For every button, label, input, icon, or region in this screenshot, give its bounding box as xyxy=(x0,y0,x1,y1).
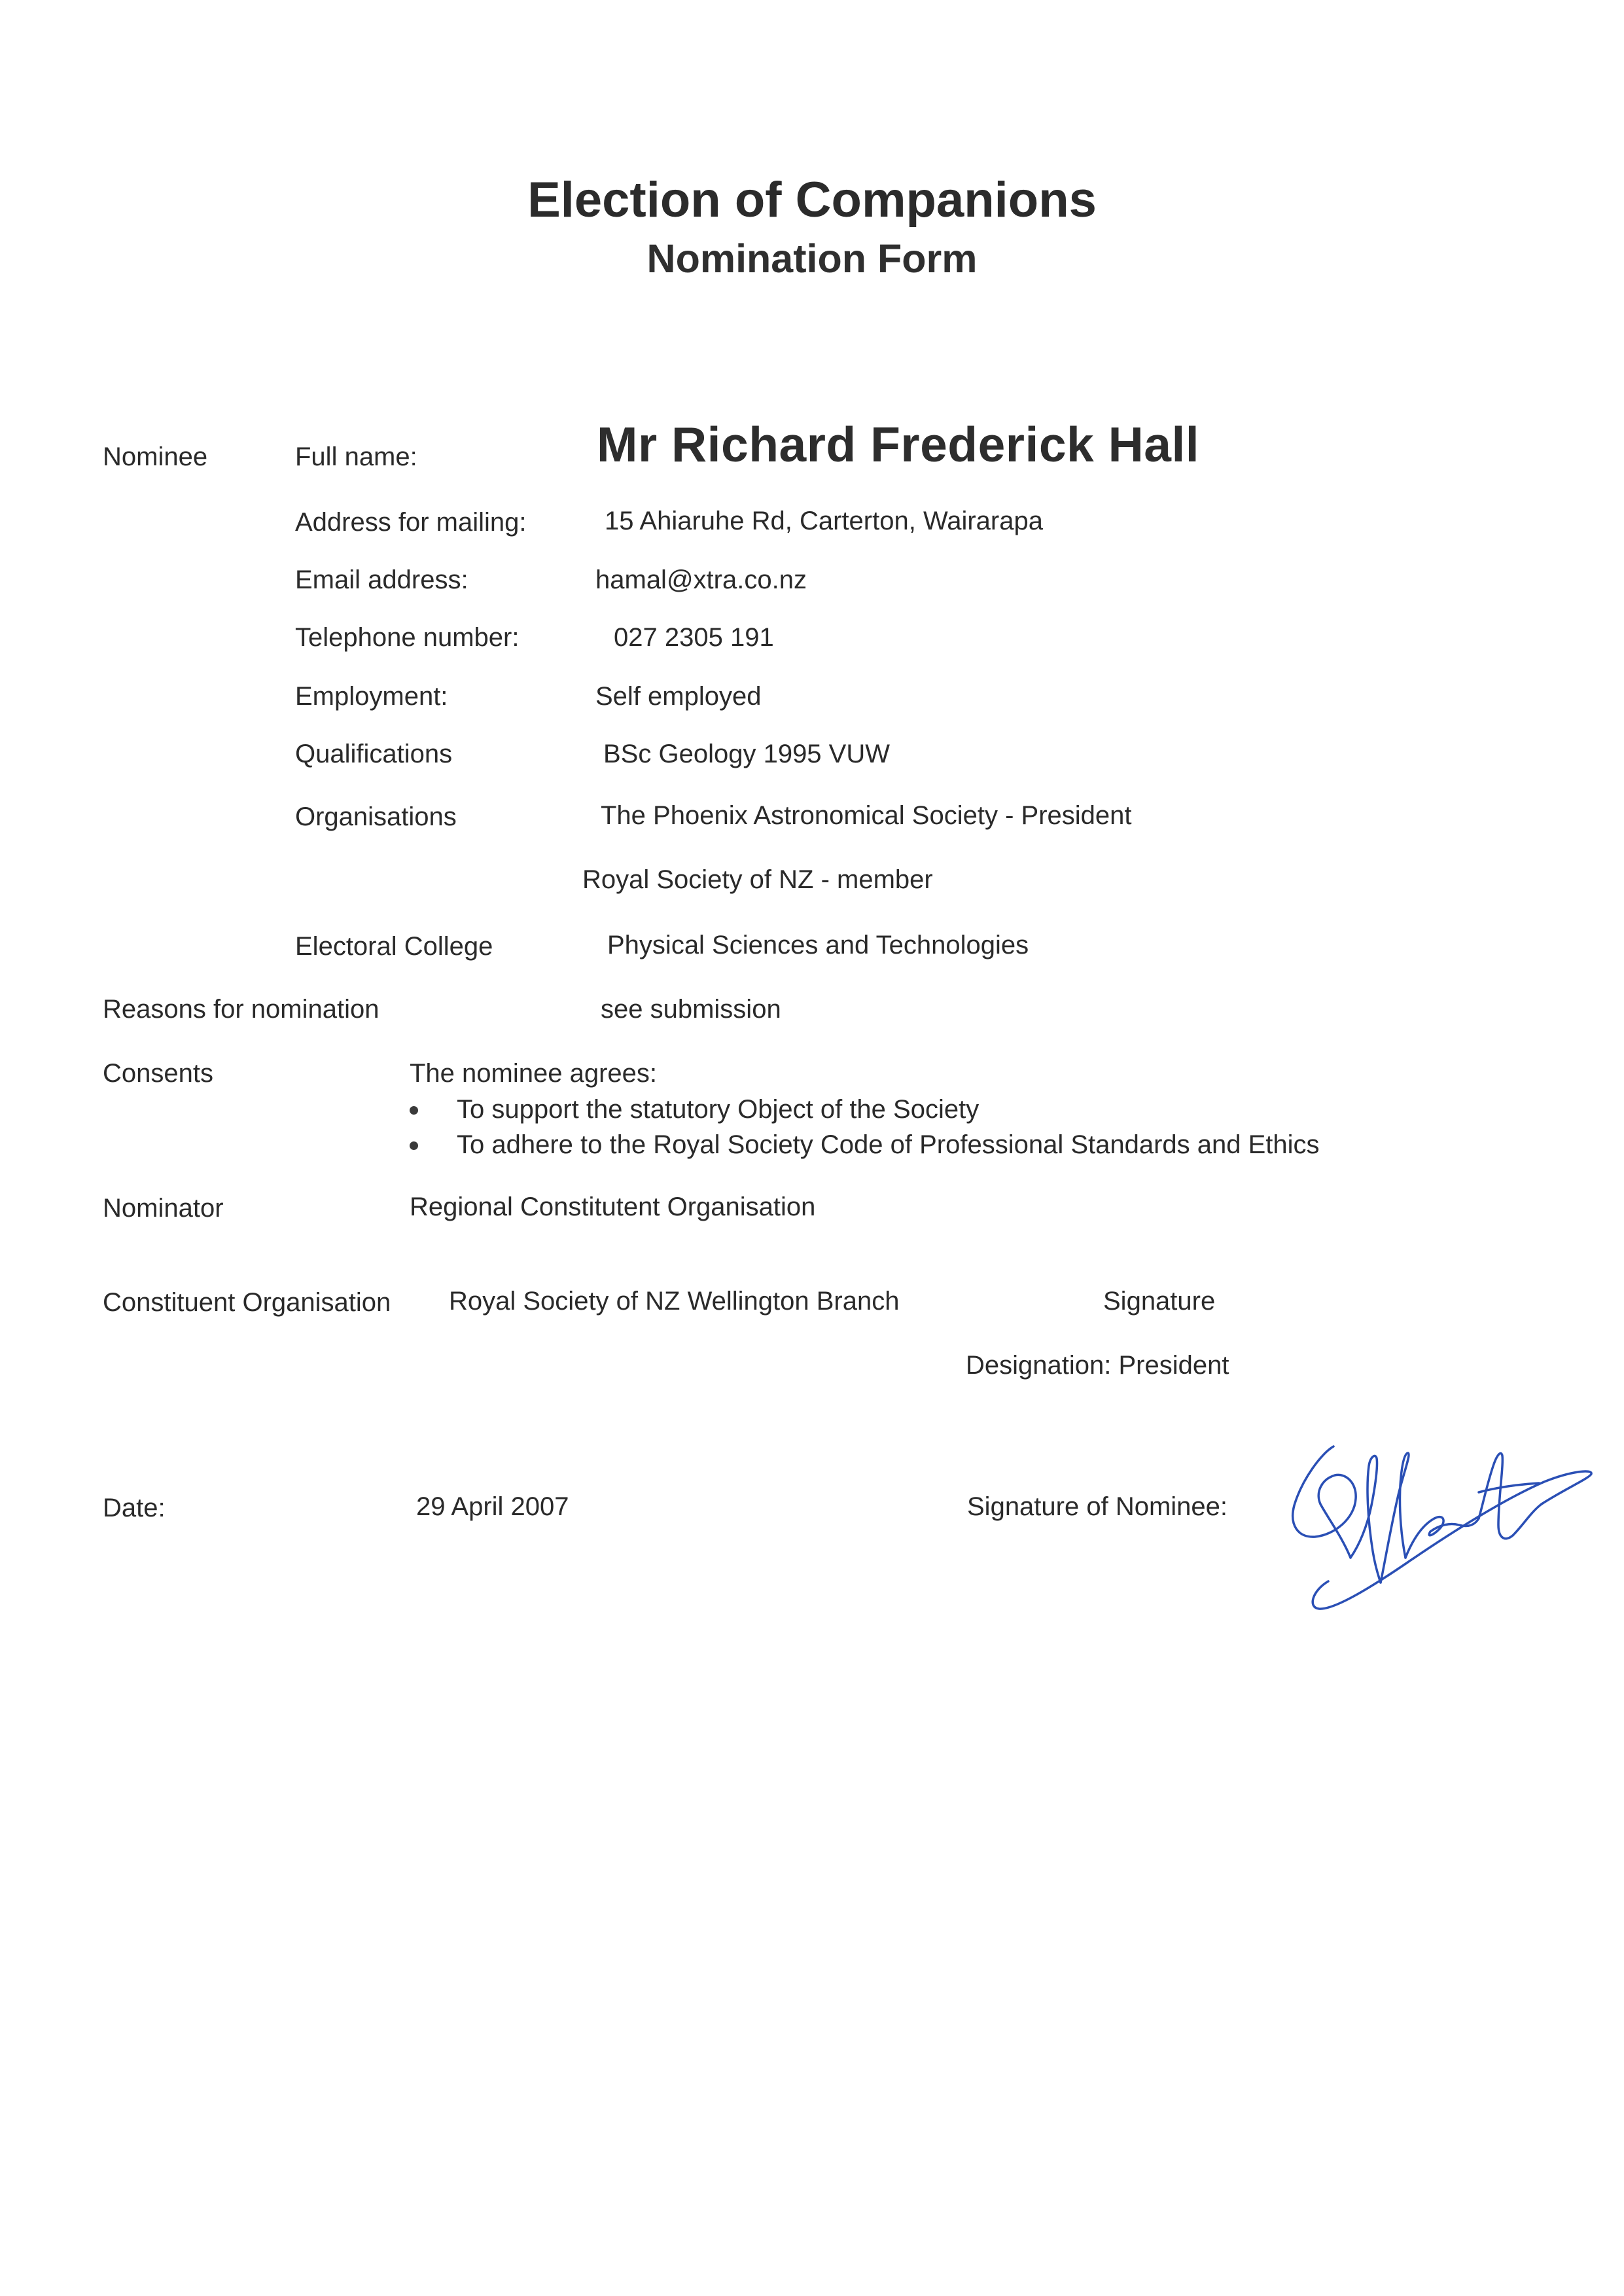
organisation-item: Royal Society of NZ - member xyxy=(582,865,933,894)
constituent-signature-label: Signature xyxy=(1103,1287,1216,1316)
bullet-icon xyxy=(410,1141,418,1150)
consents-intro: The nominee agrees: xyxy=(410,1059,658,1088)
nominee-section-label: Nominee xyxy=(103,442,208,471)
signature-stroke xyxy=(1479,1454,1542,1539)
constituent-label: Constituent Organisation xyxy=(103,1288,391,1317)
nominee-signature-label: Signature of Nominee: xyxy=(967,1492,1228,1521)
reasons-label: Reasons for nomination xyxy=(103,995,380,1024)
form-subtitle: Nomination Form xyxy=(646,236,978,281)
telephone-label: Telephone number: xyxy=(295,623,520,652)
email-label: Email address: xyxy=(295,565,468,594)
electoral-college-label: Electoral College xyxy=(295,932,493,961)
consents-label: Consents xyxy=(103,1059,213,1088)
electoral-college-value: Physical Sciences and Technologies xyxy=(607,931,1029,960)
qualifications-label: Qualifications xyxy=(295,740,453,768)
date-value: 29 April 2007 xyxy=(416,1492,569,1521)
consents-list xyxy=(410,1092,1320,1162)
address-value: 15 Ahiaruhe Rd, Carterton, Wairarapa xyxy=(605,507,1043,535)
form-title: Election of Companions xyxy=(527,172,1097,228)
signature-stroke xyxy=(1293,1446,1356,1558)
qualifications-value: BSc Geology 1995 VUW xyxy=(603,740,890,768)
date-label: Date: xyxy=(103,1494,166,1522)
constituent-value: Royal Society of NZ Wellington Branch xyxy=(449,1287,900,1316)
bullet-icon xyxy=(410,1106,418,1115)
employment-label: Employment: xyxy=(295,682,448,711)
nominee-signature-image xyxy=(1282,1427,1597,1617)
email-value: hamal@xtra.co.nz xyxy=(595,565,807,594)
telephone-value: 027 2305 191 xyxy=(614,623,774,652)
designation-label: Designation: President xyxy=(966,1351,1229,1380)
reasons-value: see submission xyxy=(601,995,781,1024)
organisation-item: The Phoenix Astronomical Society - President xyxy=(601,801,1132,830)
consent-item: To adhere to the Royal Society Code of Professional Standards and Ethics xyxy=(410,1127,1320,1162)
organisations-label: Organisations xyxy=(295,802,457,831)
nominator-label: Nominator xyxy=(103,1194,224,1223)
nominator-value: Regional Constitutent Organisation xyxy=(410,1193,816,1221)
address-label: Address for mailing: xyxy=(295,508,527,537)
full-name-value: Mr Richard Frederick Hall xyxy=(597,417,1200,472)
employment-value: Self employed xyxy=(595,682,762,711)
consent-item: To support the statutory Object of the Society xyxy=(410,1092,1320,1127)
signature-stroke xyxy=(1350,1456,1381,1583)
full-name-label: Full name: xyxy=(295,442,417,471)
